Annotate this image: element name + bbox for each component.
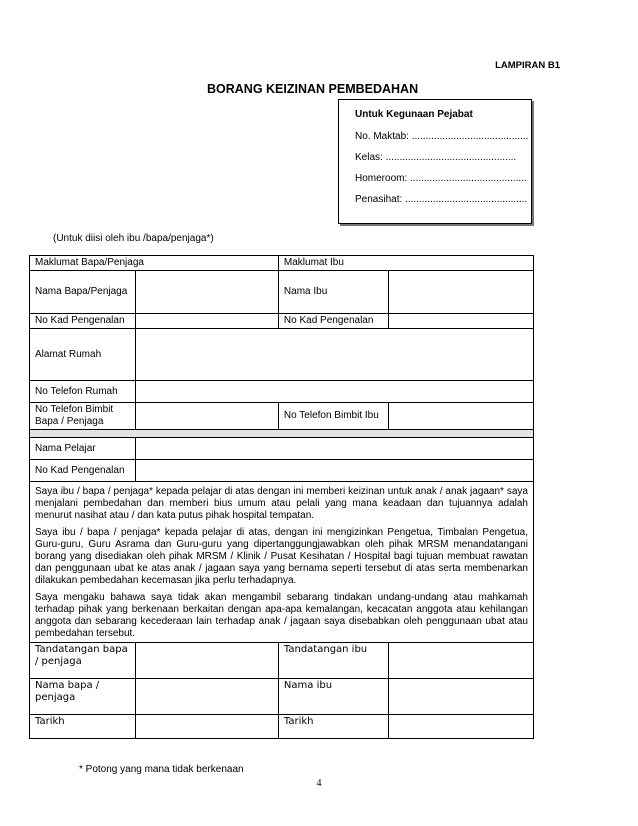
address-label: Alamat Rumah bbox=[30, 329, 136, 381]
father-name-sign-label: Nama bapa / penjaga bbox=[30, 679, 136, 715]
instruction-text: (Untuk diisi oleh ibu /bapa/penjaga*) bbox=[53, 233, 214, 244]
address-input[interactable] bbox=[135, 329, 534, 381]
student-ic-input[interactable] bbox=[135, 460, 534, 482]
student-name-label: Nama Pelajar bbox=[30, 438, 136, 460]
student-ic-label: No Kad Pengenalan bbox=[30, 460, 136, 482]
section-divider bbox=[30, 430, 534, 438]
office-use-box bbox=[338, 99, 532, 224]
father-date-input[interactable] bbox=[135, 715, 278, 739]
father-name-sign-input[interactable] bbox=[135, 679, 278, 715]
mother-name-label: Nama Ibu bbox=[278, 271, 388, 314]
kelas-field[interactable]: Kelas: ............................................... bbox=[355, 152, 517, 163]
father-ic-input[interactable] bbox=[135, 314, 278, 329]
consent-paragraph-1: Saya ibu / bapa / penjaga* kepada pelajar di atas dengan ini memberi keizinan untuk anak / anak jagaan* saya menjalani pembedahan dan memberi bius umum atau pelali yang mana keadaan dan tujuannya adalah menurut nasihat atau / dan kata putus pihak hospital tempatan. bbox=[35, 486, 528, 521]
no-maktab-field[interactable]: No. Maktab: .......................................... bbox=[355, 131, 529, 142]
father-ic-label: No Kad Pengenalan bbox=[30, 314, 136, 329]
student-name-input[interactable] bbox=[135, 438, 534, 460]
mother-name-sign-input[interactable] bbox=[388, 679, 533, 715]
office-use-title: Untuk Kegunaan Pejabat bbox=[355, 109, 473, 120]
homeroom-field[interactable]: Homeroom: .......................................... bbox=[355, 173, 527, 184]
father-mobile-input[interactable] bbox=[135, 403, 278, 430]
mother-signature-input[interactable] bbox=[388, 643, 533, 679]
consent-paragraph-3: Saya mengaku bahawa saya tidak akan mengambil sebarang tindakan undang-undang atau mahkamah terhadap pihak yang berkenaan berkaitan dengan apa-apa kemalangan, kecacatan anggota atau kehilangan anggota dan sebarang kecederaan lain terhadap anak / jagaan saya disebabkan oleh penggunaan ubat atau pembedahan tersebut. bbox=[35, 592, 528, 639]
home-phone-label: No Telefon Rumah bbox=[30, 381, 136, 403]
father-mobile-label: No Telefon Bimbit Bapa / Penjaga bbox=[30, 403, 136, 430]
mother-ic-label: No Kad Pengenalan bbox=[278, 314, 388, 329]
mother-ic-input[interactable] bbox=[388, 314, 533, 329]
father-name-input[interactable] bbox=[135, 271, 278, 314]
father-signature-label: Tandatangan bapa / penjaga bbox=[30, 643, 136, 679]
appendix-label: LAMPIRAN B1 bbox=[495, 60, 560, 71]
footnote: * Potong yang mana tidak berkenaan bbox=[79, 764, 244, 775]
father-name-label: Nama Bapa/Penjaga bbox=[30, 271, 136, 314]
mother-signature-label: Tandatangan ibu bbox=[278, 643, 388, 679]
consent-form-table bbox=[29, 255, 534, 739]
home-phone-input[interactable] bbox=[135, 381, 534, 403]
penasihat-field[interactable]: Penasihat: ............................................ bbox=[355, 194, 528, 205]
mother-date-label: Tarikh bbox=[278, 715, 388, 739]
mother-mobile-input[interactable] bbox=[388, 403, 533, 430]
mother-mobile-label: No Telefon Bimbit Ibu bbox=[278, 403, 388, 430]
page-number: 4 bbox=[316, 778, 322, 789]
mother-name-sign-label: Nama ibu bbox=[278, 679, 388, 715]
father-signature-input[interactable] bbox=[135, 643, 278, 679]
consent-paragraph-2: Saya ibu / bapa / penjaga* kepada pelajar di atas, dengan ini mengizinkan Pengetua, Timbalan Pengetua, Guru-guru, Guru Asrama dan Guru-guru yang dipertanggungjawabkan oleh pihak MRSM menandatangani borang yang disediakan oleh pihak MRSM / Klinik / Pusat Kesihatan / Hospital bagi tujuan membuat rawatan dan penggunaan ubat ke atas anak / jagaan saya yang bernama seperti tersebut di atas serta membenarkan dilakukan pembedahan kecemasan jika perlu terhadapnya. bbox=[35, 527, 528, 586]
father-date-label: Tarikh bbox=[30, 715, 136, 739]
father-info-header: Maklumat Bapa/Penjaga bbox=[30, 256, 279, 271]
consent-statement bbox=[30, 482, 534, 643]
mother-info-header: Maklumat Ibu bbox=[278, 256, 533, 271]
mother-name-input[interactable] bbox=[388, 271, 533, 314]
form-title: BORANG KEIZINAN PEMBEDAHAN bbox=[207, 82, 419, 96]
mother-date-input[interactable] bbox=[388, 715, 533, 739]
